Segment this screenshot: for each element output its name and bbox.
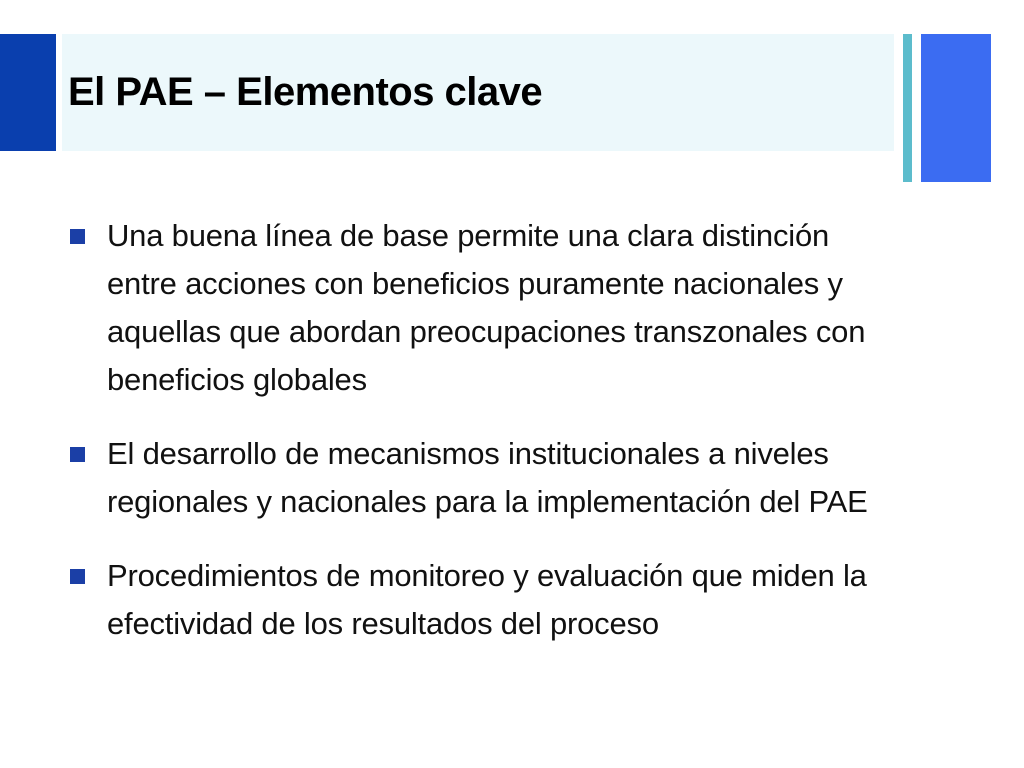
bullet-text: El desarrollo de mecanismos institucionales a niveles regionales y nacionales para la implementación del PAE: [107, 436, 868, 519]
square-bullet-icon: [70, 447, 85, 462]
right-accent-thick-bar: [921, 34, 991, 182]
square-bullet-icon: [70, 229, 85, 244]
bullet-list: [70, 212, 890, 674]
bullet-item: [70, 212, 890, 404]
title-band: [62, 34, 894, 151]
bullet-text: Una buena línea de base permite una clara distinción entre acciones con beneficios puramente nacionales y aquellas que abordan preocupaciones transzonales con beneficios globales: [107, 218, 866, 397]
bullet-item: [70, 430, 890, 526]
bullet-text: Procedimientos de monitoreo y evaluación que miden la efectividad de los resultados del proceso: [107, 558, 867, 641]
left-accent-bar: [0, 34, 56, 151]
right-accent-thin-bar: [903, 34, 912, 182]
square-bullet-icon: [70, 569, 85, 584]
bullet-item: [70, 552, 890, 648]
slide-title: El PAE – Elementos clave: [68, 70, 543, 114]
